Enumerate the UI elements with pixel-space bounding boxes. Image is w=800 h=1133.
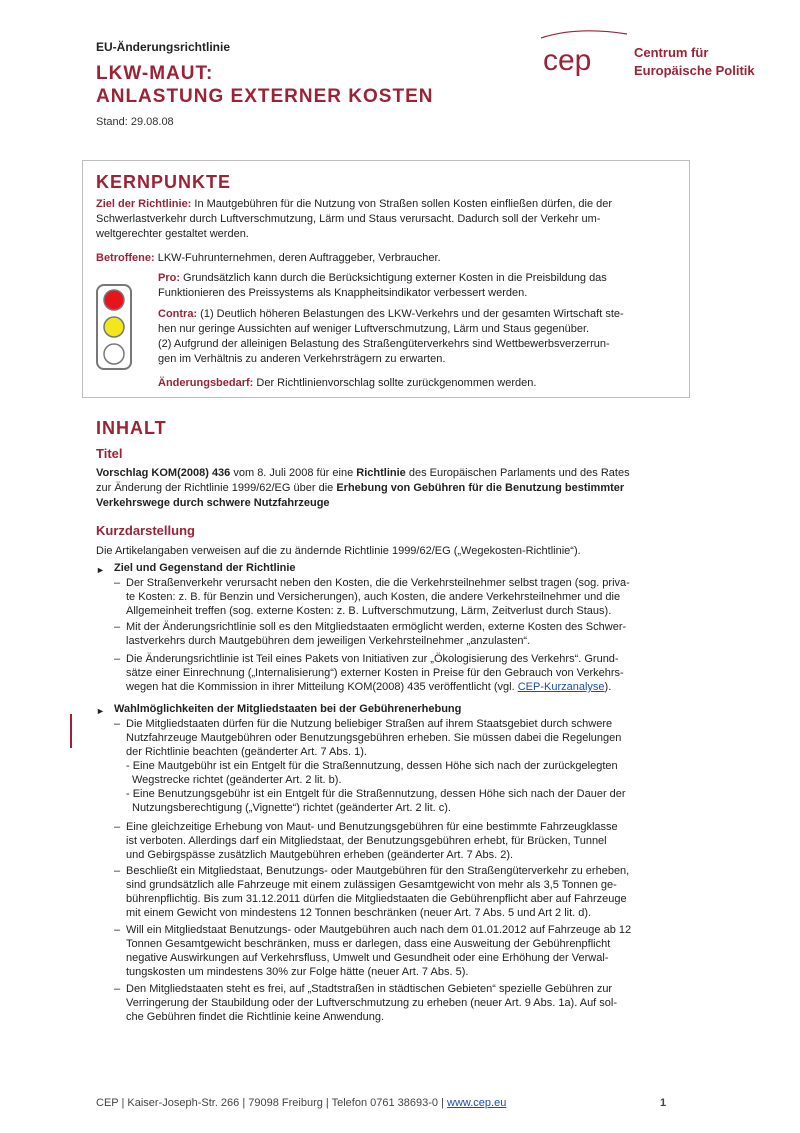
red-light <box>104 290 124 310</box>
kurzdarstellung-heading: Kurzdarstellung <box>96 523 195 538</box>
aenderungsbedarf-label: Änderungsbedarf: <box>158 377 254 389</box>
cep-kurzanalyse-link[interactable]: CEP-Kurzanalyse <box>517 681 605 693</box>
website-link[interactable]: www.cep.eu <box>447 1097 507 1109</box>
aenderungsbedarf-paragraph: Änderungsbedarf: Der Richtlinienvorschlag sollte zurückgenommen werden. <box>158 377 537 389</box>
titel-paragraph: Vorschlag KOM(2008) 436 vom 8. Juli 2008 für eine Richtlinie des Europäischen Parlaments und des Rates zur Änderung der Richtlinie 1999/62/EG über die Erhebung von Gebühren für die Benutzung bestimmter Verkehrswege durch schwere Nutzfahrzeuge <box>96 467 630 509</box>
list-item: – Mit der Änderungsrichtlinie soll es den Mitgliedstaaten ermöglicht werden, externe Kosten des Schwer- lastverkehrs durch Mautgebühren dem jeweiligen Verkehrsteilnehmer „anzulasten“. <box>114 621 627 647</box>
section-2-heading: Wahlmöglichkeiten der Mitgliedstaaten bei der Gebührenerhebung <box>114 703 462 715</box>
ziel-paragraph: Ziel der Richtlinie: In Mautgebühren für die Nutzung von Straßen sollen Kosten einfließen dürfen, die der Schwerlastverkehr durch Luftverschmutzung, Lärm und Staus verursacht. Dadurch soll der Verkehr um- weltgerechter gestaltet werden. <box>96 198 613 240</box>
list-item: – Den Mitgliedstaaten steht es frei, auf „Stadtstraßen in städtischen Gebieten“ spezielle Gebühren zur Verringerung der Staubildung oder der Luftverschmutzung zu erheben (neuer Art. 9 Abs. 1a). Auf sol- che Gebühren findet die Richtlinie keine Anwendung. <box>114 983 618 1023</box>
kurzdarstellung-intro: Die Artikelangaben verweisen auf die zu ändernde Richtlinie 1999/62/EG („Wegekosten-Richtlinie“). <box>96 545 581 557</box>
list-item: – Der Straßenverkehr verursacht neben den Kosten, die die Verkehrsteilnehmer selbst tragen (sog. priva- te Kosten: z. B. für Benzin und Versicherungen), auch Kosten, die andere Verkehrsteilnehmer und die Allgemeinheit treffen (sog. externe Kosten: z. B. Luftverschmutzung, Lärm, Zeitverlust durch Staus). <box>114 577 630 617</box>
traffic-light-icon <box>96 284 132 370</box>
contra-paragraph: Contra: (1) Deutlich höheren Belastungen des LKW-Verkehrs und der gesamten Wirtschaft ste- hen nur geringe Aussichten auf weniger Luftverschmutzung, Lärm und Staus gegenüber. (2) Aufgrund der alleinigen Belastung des Straßengüterverkehrs sind Wettbewerbsverzerrun- gen im Verhältnis zu anderen Verkehrsträgern zu erwarten. <box>158 308 624 365</box>
yellow-light <box>104 317 124 337</box>
title-line-1: LKW-MAUT: <box>96 63 214 84</box>
titel-heading: Titel <box>96 446 123 461</box>
pro-paragraph: Pro: Grundsätzlich kann durch die Berücksichtigung externer Kosten in die Preisbildung das Funktionieren des Preissystems als Knappheitsindikator verbessert werden. <box>158 272 607 299</box>
page-number: 1 <box>660 1097 667 1109</box>
list-item: – Eine gleichzeitige Erhebung von Maut- und Benutzungsgebühren für eine bestimmte Fahrzeugklasse ist verboten. Allerdings darf ein Mitgliedstaat, der Benutzungsgebühren erhebt, für Brücken, Tunnel und Gebirgspässe zusätzlich Mautgebühren erheben (geänderter Art. 7 Abs. 2). <box>114 821 618 861</box>
kernpunkte-heading: KERNPUNKTE <box>96 172 232 192</box>
ziel-label: Ziel der Richtlinie: <box>96 198 192 210</box>
page-title <box>96 62 433 108</box>
list-item: – Die Mitgliedstaaten dürfen für die Nutzung beliebiger Straßen auf ihrem Staatsgebiet durch schwere Nutzfahrzeuge Mautgebühren oder Benutzungsgebühren erheben. Sie müssen dabei die Regelungen der Richtlinie beachten (geänderter Art. 7 Abs. 1). - Eine Mautgebühr ist ein Entgelt für die Straßennutzung, dessen Höhe sich nach der zurückgelegten Wegstrecke richtet (geänderter Art. 2 lit. b). - Eine Benutzungsgebühr ist ein Entgelt für die Straßennutzung, dessen Höhe sich nach der Dauer der Nutzungsberechtigung („Vignette“) richtet (geänderter Art. 2 lit. c). <box>114 718 626 814</box>
section-1-heading: Ziel und Gegenstand der Richtlinie <box>114 562 296 574</box>
inhalt-heading: INHALT <box>96 418 167 438</box>
contra-label: Contra: <box>158 308 198 320</box>
stand-date: Stand: 29.08.08 <box>96 116 174 128</box>
document-type: EU-Änderungsrichtlinie <box>96 40 231 54</box>
section-arrow-icon: ► <box>96 565 105 575</box>
organisation-name <box>634 44 755 80</box>
green-light-off <box>104 344 124 364</box>
list-item: – Die Änderungsrichtlinie ist Teil eines Pakets von Initiativen zur „Ökologisierung des Verkehrs“. Grund- sätze einer Einrechnung („Internalisierung“) externer Kosten in Preise für den Gebrauch von Verkehrs- wegen hat die Kommission in ihrer Mitteilung KOM(2008) 435 veröffentlicht (vgl. CEP-Kurzanalyse). <box>114 653 624 693</box>
title-line-2: ANLASTUNG EXTERNER KOSTEN <box>96 86 434 107</box>
betroffene-label: Betroffene: <box>96 252 155 264</box>
org-line-2: Europäische Politik <box>634 63 755 78</box>
pro-label: Pro: <box>158 272 180 284</box>
list-item: – Will ein Mitgliedstaat Benutzungs- oder Mautgebühren auch nach dem 01.01.2012 auf Fahrzeuge ab 12 Tonnen Gesamtgewicht beschränken, muss er darlegen, dass eine Ausweitung der Gebührenpflicht negative Auswirkungen auf Verkehrsfluss, Umwelt und Gesundheit oder eine Erhöhung der Verwal- tungskosten um mindestens 30% zur Folge hätte (neuer Art. 7 Abs. 5). <box>114 924 632 978</box>
section-arrow-icon: ► <box>96 706 105 716</box>
margin-marker <box>70 714 72 748</box>
list-item: – Beschließt ein Mitgliedstaat, Benutzungs- oder Mautgebühren für den Straßengüterverkehr zu erheben, sind grundsätzlich alle Fahrzeuge mit einem zulässigen Gesamtgewicht von mehr als 3,5 Tonnen ge- bührenpflichtig. Bis zum 31.12.2011 dürfen die Mitgliedstaaten die Gebührenpflicht aber auf Fahrzeuge mit einem Gewicht von mindestens 12 Tonnen beschränken (neuer Art. 7 Abs. 5 und Art 2 lit. d). <box>114 865 630 919</box>
logo-text: cep <box>543 44 592 77</box>
org-line-1: Centrum für <box>634 45 709 60</box>
betroffene-paragraph: Betroffene: LKW-Fuhrunternehmen, deren Auftraggeber, Verbraucher. <box>96 252 441 264</box>
footer: CEP | Kaiser-Joseph-Str. 266 | 79098 Freiburg | Telefon 0761 38693-0 | www.cep.eu <box>96 1097 507 1109</box>
